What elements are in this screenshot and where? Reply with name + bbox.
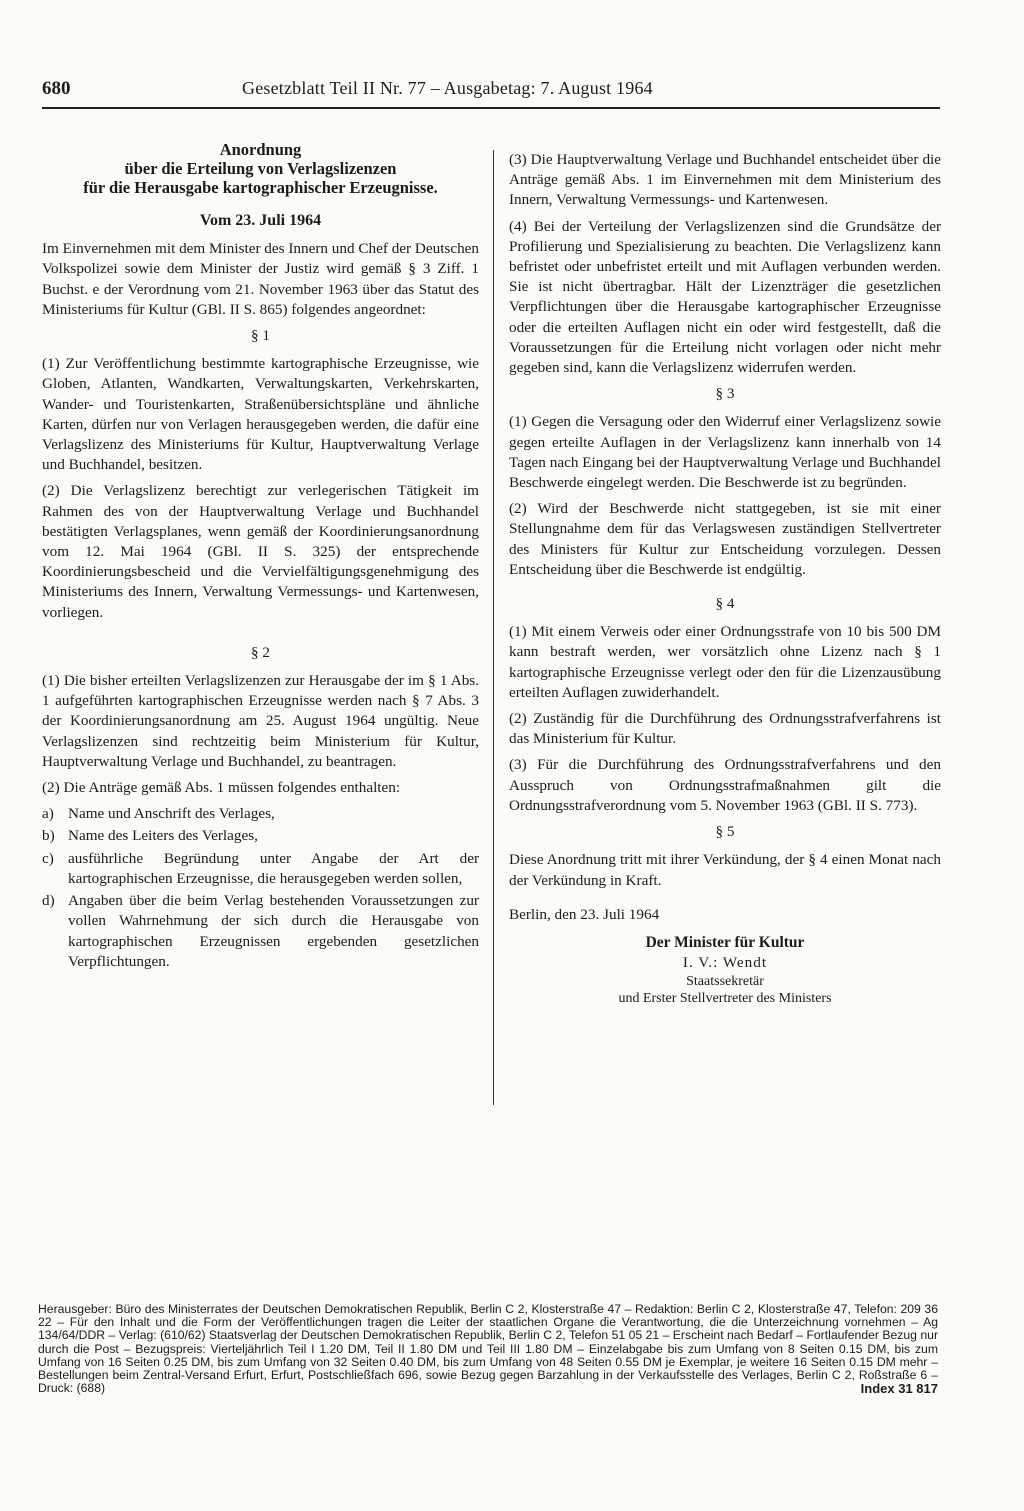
list-label: b) — [42, 827, 55, 845]
paragraph: (2) Die Anträge gemäß Abs. 1 müssen folgendes enthalten: — [42, 779, 401, 797]
imprint-footer — [38, 1303, 938, 1395]
signatory-name: I. V.: Wendt — [682, 954, 768, 972]
paragraph: (4) Bei der Verteilung der Verlagslizenzen sind die Grundsätze der Profilierung und Spezialisierung zu beachten. Die Verlagslizenz kann befristet oder unbefristet erteilt und mit Auflagen verbunden werden. Sie ist nicht übertragbar. Hält der Lizenzträger die gesetzlichen Verpflichtungen über die Herausgabe kartographischer Erzeugnisse oder die erteilten Auflagen nicht ein oder wird festgestellt, daß die Voraussetzungen für die Erteilung nicht vorlagen oder nicht mehr gegeben sind, kann die Verlagslizenz widerrufen werden. — [509, 217, 941, 377]
place-date: Berlin, den 23. Juli 1964 — [509, 905, 660, 923]
document-date: Vom 23. Juli 1964 — [199, 212, 322, 229]
section-heading-3: § 3 — [715, 385, 735, 403]
column-divider — [493, 150, 494, 1105]
paragraph: (3) Für die Durchführung des Ordnungsstrafverfahrens und den Ausspruch von Ordnungsstrafmaßnahmen gilt die Ordnungsstrafverordnung vom 5. November 1963 (GBl. II S. 773). — [509, 756, 941, 814]
signatory-role: und Erster Stellvertreter des Ministers — [618, 991, 832, 1007]
paragraph: (1) Zur Veröffentlichung bestimmte kartographische Erzeugnisse, wie Globen, Atlanten, Wandkarten, Verwaltungskarten, Verkehrskarten, Wander- und Touristenkarten, Straßenübersichtspläne und ähnliche Karten, dürfen nur von Verlagen herausgegeben werden, die dafür eine Verlagslizenz des Ministeriums für Kultur, Hauptverwaltung Verlage und Buchhandel, besitzen. — [42, 355, 479, 474]
list-item — [42, 804, 479, 824]
list-label: d) — [42, 892, 55, 910]
paragraph: (1) Gegen die Versagung oder den Widerruf einer Verlagslizenz sowie gegen erteilte Auflagen in der Verlagslizenz kann innerhalb von 14 Tagen nach Eingang bei der Hauptverwaltung Verlage und Buchhandel Beschwerde eingelegt werden. Die Beschwerde ist zu begründen. — [509, 413, 941, 492]
list-text: Name und Anschrift des Verlages, — [68, 805, 275, 823]
list-label: c) — [42, 849, 54, 867]
page-header — [42, 78, 940, 108]
signatory-office: Der Minister für Kultur — [645, 933, 805, 951]
paragraph: (2) Wird der Beschwerde nicht stattgegeben, ist sie mit einer Stellungnahme dem für das Verlagswesen zuständigen Stellvertreter des Ministers für Kultur zur Entscheidung vorzulegen. Dessen Entscheidung über die Beschwerde ist endgültig. — [509, 500, 941, 578]
signature-block — [509, 933, 941, 1007]
signatory-role: Staatssekretär — [686, 974, 764, 990]
list-item — [42, 891, 479, 972]
document-title — [42, 140, 479, 197]
list-text: Angaben über die beim Verlag bestehenden Voraussetzungen zur vollen Wahrnehmung der sich durch die Herausgabe von kartographischen Erzeugnissen ergebenden gesetzlichen Verpflichtungen. — [68, 892, 479, 970]
page-number: 680 — [42, 78, 71, 99]
running-title: Gesetzblatt Teil II Nr. 77 – Ausgabetag: 7. August 1964 — [242, 78, 653, 98]
list-text: Name des Leiters des Verlages, — [68, 827, 258, 845]
title-line: über die Erteilung von Verlagslizenzen — [124, 159, 397, 178]
index-number: Index 31 817 — [860, 1381, 938, 1397]
paragraph: (3) Die Hauptverwaltung Verlage und Buchhandel entscheidet über die Anträge gemäß Abs. 1 im Einvernehmen mit dem Ministerium des Innern, Verwaltung Vermessungs- und Kartenwesen. — [509, 151, 941, 209]
paragraph: (1) Die bisher erteilten Verlagslizenzen zur Herausgabe der im § 1 Abs. 1 aufgeführten kartographischen Erzeugnisse werden nach § 7 Abs. 3 der Koordinierungsanordnung am 25. August 1964 ungültig. Neue Verlagslizenzen sind rechtzeitig beim Ministerium für Kultur, Hauptverwaltung Verlage und Buchhandel, zu beantragen. — [42, 672, 479, 770]
section-heading-1: § 1 — [251, 327, 270, 345]
section-heading-5: § 5 — [715, 823, 735, 841]
requirements-list — [42, 804, 479, 972]
paragraph: Diese Anordnung tritt mit ihrer Verkündung, der § 4 einen Monat nach der Verkündung in Kraft. — [509, 851, 941, 889]
paragraph: (1) Mit einem Verweis oder einer Ordnungsstrafe von 10 bis 500 DM kann bestraft werden, wer vorsätzlich ohne Lizenz nach § 1 kartographische Erzeugnisse verlegt oder den für die Lizenzausübung erteilten Auflagen zuwiderhandelt. — [509, 623, 941, 701]
title-line: für die Herausgabe kartographischer Erzeugnisse. — [83, 178, 438, 197]
list-label: a) — [42, 805, 54, 823]
list-item — [42, 826, 479, 846]
list-text: ausführliche Begründung unter Angabe der Art der kartographischen Erzeugnisse, die herausgegeben werden sollen, — [68, 849, 479, 887]
list-item — [42, 849, 479, 889]
paragraph: (2) Zuständig für die Durchführung des Ordnungsstrafverfahrens ist das Ministerium für Kultur. — [509, 710, 941, 748]
preamble: Im Einvernehmen mit dem Minister des Innern und Chef der Deutschen Volkspolizei sowie dem Minister der Justiz wird gemäß § 3 Ziff. 1 Buchst. e der Verordnung vom 21. November 1963 über das Statut des Ministeriums für Kultur (GBl. II S. 865) folgendes angeordnet: — [42, 240, 479, 318]
title-line: Anordnung — [219, 140, 302, 159]
left-column — [42, 140, 479, 978]
section-heading-4: § 4 — [715, 595, 735, 613]
section-heading-2: § 2 — [251, 643, 270, 661]
right-column — [509, 150, 941, 1007]
header-rule — [42, 107, 940, 109]
imprint-text: Herausgeber: Büro des Ministerrates der Deutschen Demokratischen Republik, Berlin C 2, Klosterstraße 47 – Redaktion: Berlin C 2, Klosterstraße 47, Telefon: 209 36 22 – Für den Inhalt und die Form der Veröffentlichungen tragen die Leiter der staatlichen Organe die Verantwortung, die die Unterzeichnung vornehmen – Ag 134/64/DDR – Verlag: (610/62) Staatsverlag der Deutschen Demokratischen Republik, Berlin C 2, Telefon 51 05 21 – Erscheint nach Bedarf – Fortlaufender Bezug nur durch die Post – Bezugspreis: Vierteljährlich Teil I 1.20 DM, Teil II 1.80 DM und Teil III 1.80 DM – Einzelabgabe bis zum Umfang von 8 Seiten 0.15 DM, bis zum Umfang von 16 Seiten 0.25 DM, bis zum Umfang von 32 Seiten 0.40 DM, bis zum Umfang von 48 Seiten 0.55 DM je Exemplar, je weitere 16 Seiten 0.15 DM mehr – Bestellungen beim Zentral-Versand Erfurt, Erfurt, Postschließfach 696, sowie Bezug gegen Barzahlung in der Verkaufsstelle des Verlages, Berlin C 2, Roßstraße 6 – Druck: (688) — [38, 1302, 938, 1396]
paragraph: (2) Die Verlagslizenz berechtigt zur verlegerischen Tätigkeit im Rahmen des von der Hauptverwaltung Verlage und Buchhandel bestätigten Verlagsplanes, wenn gemäß der Koordinierungsanordnung vom 12. Mai 1964 (GBl. II S. 325) der entsprechende Koordinierungsbescheid und die Vervielfältigungsgenehmigung des Ministeriums des Innern, Verwaltung Vermessungs- und Kartenwesen, vorliegen. — [42, 482, 479, 621]
